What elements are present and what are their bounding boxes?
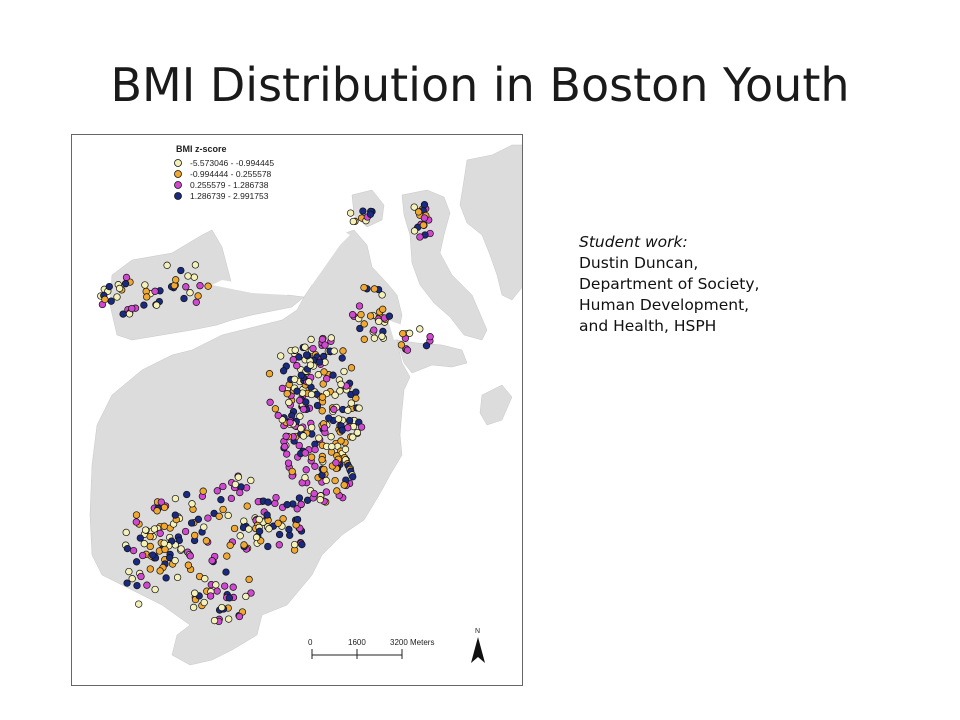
sample-point	[147, 533, 154, 540]
sample-point	[272, 500, 279, 507]
sample-point	[182, 528, 189, 535]
sample-point	[333, 460, 340, 467]
sample-point	[398, 342, 405, 349]
sample-point	[371, 335, 378, 342]
sample-point	[303, 467, 310, 474]
sample-point	[332, 392, 339, 399]
sample-point	[286, 532, 293, 539]
sample-point	[420, 222, 427, 229]
sample-point	[126, 568, 133, 575]
sample-point	[203, 538, 210, 545]
sample-point	[291, 541, 298, 548]
sample-point	[133, 519, 140, 526]
sample-point	[286, 526, 293, 533]
sample-point	[237, 533, 244, 540]
sample-point	[181, 295, 188, 302]
sample-point	[256, 528, 263, 535]
scale-bar	[312, 649, 402, 659]
sample-point	[292, 347, 299, 354]
sample-point	[267, 399, 274, 406]
sample-point	[319, 408, 326, 415]
sample-point	[279, 385, 286, 392]
sample-point	[345, 407, 352, 414]
sample-point	[149, 552, 156, 559]
sample-point	[356, 405, 363, 412]
sample-point	[349, 474, 356, 481]
sample-point	[178, 267, 185, 274]
sample-point	[361, 321, 368, 328]
sample-point	[371, 286, 378, 293]
sample-point	[142, 282, 149, 289]
sample-point	[195, 516, 202, 523]
scale-label-3200: 3200 Meters	[390, 638, 435, 647]
sample-point	[329, 443, 336, 450]
sample-point	[221, 583, 228, 590]
sample-point	[133, 512, 140, 519]
sample-point	[219, 604, 226, 611]
sample-point	[323, 489, 330, 496]
sample-point	[124, 580, 131, 587]
sample-point	[298, 501, 305, 508]
sample-point	[331, 406, 338, 413]
sample-point	[237, 489, 244, 496]
sample-point	[106, 283, 113, 290]
sample-point	[162, 546, 169, 553]
sample-point	[163, 575, 170, 582]
sample-point	[139, 552, 146, 559]
scale-label-1600: 1600	[348, 638, 366, 647]
sample-point	[172, 277, 179, 284]
sample-point	[348, 400, 355, 407]
north-arrow-label: N	[475, 628, 481, 635]
sample-point	[349, 311, 356, 318]
sample-point	[214, 588, 221, 595]
sample-point	[361, 336, 368, 343]
sample-point	[243, 593, 250, 600]
sample-point	[120, 311, 127, 318]
sample-point	[353, 389, 360, 396]
credit-heading: Student work:	[579, 233, 688, 251]
sample-point	[161, 504, 168, 511]
legend-swatch	[175, 193, 182, 200]
sample-point	[421, 215, 428, 222]
map-svg	[72, 135, 523, 686]
sample-point	[423, 342, 430, 349]
sample-point	[232, 481, 239, 488]
sample-point	[225, 512, 232, 519]
sample-point	[286, 399, 293, 406]
sample-point	[122, 280, 129, 287]
sample-point	[157, 530, 164, 537]
sample-point	[322, 342, 329, 349]
sample-point	[411, 228, 418, 235]
sample-point	[316, 359, 323, 366]
sample-point	[248, 477, 255, 484]
sample-point	[319, 456, 326, 463]
sample-point	[197, 282, 204, 289]
sample-point	[135, 601, 142, 608]
sample-point	[192, 262, 199, 269]
sample-point	[133, 559, 140, 566]
map-frame	[71, 134, 523, 686]
sample-point	[172, 557, 179, 564]
sample-point	[356, 303, 363, 310]
legend-swatch	[175, 182, 182, 189]
sample-point	[415, 209, 422, 216]
sample-point	[348, 365, 355, 372]
sample-point	[342, 446, 349, 453]
sample-point	[379, 306, 386, 313]
sample-point	[235, 474, 242, 481]
sample-point	[108, 298, 115, 305]
credit-line-3: Human Development,	[579, 296, 750, 314]
sample-point	[147, 566, 154, 573]
sample-point	[277, 353, 284, 360]
sample-point	[190, 604, 197, 611]
sample-point	[300, 433, 307, 440]
sample-point	[152, 288, 159, 295]
sample-point	[339, 427, 346, 434]
sample-point	[308, 424, 315, 431]
sample-point	[312, 463, 319, 470]
legend-label: 0.255579 - 1.286738	[190, 180, 269, 190]
sample-point	[371, 327, 378, 334]
sample-point	[214, 488, 221, 495]
sample-point	[191, 274, 198, 281]
sample-point	[303, 352, 310, 359]
sample-point	[164, 262, 171, 269]
sample-point	[134, 582, 141, 589]
sample-point	[280, 368, 287, 375]
sample-point	[314, 402, 321, 409]
sample-point	[230, 584, 237, 591]
legend-items	[175, 158, 275, 201]
sample-point	[161, 523, 168, 530]
sample-point	[312, 446, 319, 453]
sample-point	[323, 375, 330, 382]
land-south-boston	[397, 340, 467, 373]
sample-point	[207, 593, 214, 600]
sample-point	[218, 496, 225, 503]
sample-point	[296, 495, 303, 502]
sample-point	[223, 569, 230, 576]
sample-point	[360, 208, 367, 215]
sample-point	[306, 379, 313, 386]
sample-point	[379, 333, 386, 340]
sample-point	[183, 284, 190, 291]
legend-swatch	[175, 171, 182, 178]
sample-point	[266, 526, 273, 533]
sample-point	[273, 494, 280, 501]
land-airport	[460, 145, 523, 300]
sample-point	[283, 433, 290, 440]
sample-point	[224, 553, 231, 560]
sample-point	[347, 210, 354, 217]
sample-point	[275, 520, 282, 527]
sample-point	[200, 488, 207, 495]
sample-point	[298, 425, 305, 432]
sample-point	[205, 515, 212, 522]
sample-point	[144, 582, 151, 589]
sample-point	[114, 294, 121, 301]
map-legend	[175, 144, 275, 201]
sample-point	[334, 488, 341, 495]
credit-line-2: Department of Society,	[579, 275, 760, 293]
sample-point	[211, 617, 218, 624]
land-island	[480, 385, 512, 425]
sample-point	[172, 512, 179, 519]
sample-point	[191, 532, 198, 539]
sample-point	[246, 576, 253, 583]
sample-point	[265, 499, 272, 506]
sample-point	[321, 369, 328, 376]
sample-point	[205, 283, 212, 290]
sample-point	[338, 438, 345, 445]
north-arrow-shape	[471, 637, 485, 663]
sample-point	[213, 582, 220, 589]
sample-point	[283, 451, 290, 458]
sample-point	[241, 542, 248, 549]
sample-point	[157, 568, 164, 575]
sample-point	[338, 381, 345, 388]
sample-point	[276, 531, 283, 538]
sample-point	[142, 527, 149, 534]
sample-point	[291, 376, 298, 383]
sample-point	[289, 468, 296, 475]
sample-point	[253, 534, 260, 541]
sample-point	[141, 540, 148, 547]
sample-point	[308, 336, 315, 343]
sample-point	[330, 372, 337, 379]
legend-swatch	[175, 160, 182, 167]
sample-point	[294, 362, 301, 369]
north-arrow-icon	[471, 628, 485, 663]
sample-point	[231, 525, 238, 532]
sample-point	[284, 390, 291, 397]
slide-title: BMI Distribution in Boston Youth	[110, 58, 850, 112]
sample-point	[191, 590, 198, 597]
sample-point	[281, 443, 288, 450]
sample-point	[187, 553, 194, 560]
sample-point	[350, 218, 357, 225]
sample-point	[272, 406, 279, 413]
sample-point	[290, 356, 297, 363]
sample-point	[367, 313, 374, 320]
sample-point	[137, 535, 144, 542]
sample-point	[225, 616, 232, 623]
sample-point	[299, 541, 306, 548]
sample-point	[358, 424, 365, 431]
sample-point	[188, 520, 195, 527]
sample-point	[284, 501, 291, 508]
sample-point	[246, 526, 253, 533]
sample-point	[129, 305, 136, 312]
sample-point	[308, 391, 315, 398]
sample-point	[236, 613, 243, 620]
sample-point	[265, 543, 272, 550]
sample-point	[302, 474, 309, 481]
sample-point	[302, 344, 309, 351]
sample-point	[201, 524, 208, 531]
sample-point	[307, 362, 314, 369]
sample-point	[266, 370, 273, 377]
sample-point	[130, 547, 137, 554]
sample-point	[319, 394, 326, 401]
sample-point	[244, 503, 251, 510]
sample-point	[220, 483, 227, 490]
sample-point	[310, 345, 317, 352]
sample-point	[285, 460, 292, 467]
sample-point	[226, 595, 233, 602]
sample-point	[298, 372, 305, 379]
sample-point	[276, 542, 283, 549]
sample-point	[193, 299, 200, 306]
sample-point	[174, 574, 181, 581]
credit-block	[579, 232, 879, 337]
sample-point	[325, 415, 332, 422]
legend-label: -5.573046 - -0.994445	[190, 158, 275, 168]
sample-point	[228, 495, 235, 502]
sample-point	[317, 496, 324, 503]
sample-point	[151, 526, 158, 533]
sample-point	[358, 311, 365, 318]
sample-point	[195, 293, 202, 300]
sample-point	[102, 296, 109, 303]
sample-point	[341, 482, 348, 489]
sample-point	[321, 425, 328, 432]
sample-point	[361, 284, 368, 291]
sample-point	[421, 201, 428, 208]
sample-point	[116, 285, 123, 292]
sample-point	[264, 512, 271, 519]
sample-point	[147, 543, 154, 550]
sample-point	[185, 273, 192, 280]
sample-point	[328, 433, 335, 440]
sample-point	[124, 545, 131, 552]
sample-point	[123, 274, 130, 281]
scale-label-0: 0	[308, 638, 313, 647]
legend-label: 1.286739 - 2.991753	[190, 191, 269, 201]
sample-point	[216, 513, 223, 520]
credit-line-4: and Health, HSPH	[579, 317, 717, 335]
sample-point	[300, 406, 307, 413]
sample-point	[296, 397, 303, 404]
sample-point	[294, 516, 301, 523]
sample-point	[328, 335, 335, 342]
sample-point	[331, 348, 338, 355]
sample-point	[143, 294, 150, 301]
sample-point	[302, 450, 309, 457]
sample-point	[152, 586, 159, 593]
sample-point	[185, 562, 192, 569]
sample-point	[341, 368, 348, 375]
sample-point	[294, 388, 301, 395]
sample-point	[321, 466, 328, 473]
sample-point	[427, 333, 434, 340]
sample-point	[138, 573, 145, 580]
sample-point	[141, 302, 148, 309]
sample-point	[303, 399, 310, 406]
sample-point	[311, 490, 318, 497]
sample-point	[123, 529, 130, 536]
sample-point	[220, 506, 227, 513]
legend-title: BMI z-score	[176, 144, 227, 154]
sample-point	[386, 313, 393, 320]
sample-point	[316, 435, 323, 442]
sample-point	[404, 347, 411, 354]
sample-point	[202, 575, 209, 582]
sample-point	[178, 546, 185, 553]
sample-point	[376, 318, 383, 325]
sample-point	[154, 508, 161, 515]
sample-point	[275, 412, 282, 419]
sample-point	[340, 348, 347, 355]
sample-point	[417, 326, 424, 333]
sample-point	[153, 302, 160, 309]
sample-point	[346, 417, 353, 424]
sample-point	[189, 501, 196, 508]
sample-point	[183, 491, 190, 498]
legend-label: -0.994444 - 0.255578	[190, 169, 272, 179]
sample-point	[400, 330, 407, 337]
sample-point	[339, 355, 346, 362]
sample-point	[187, 289, 194, 296]
sample-point	[367, 211, 374, 218]
sample-point	[349, 434, 356, 441]
sample-point	[308, 454, 315, 461]
sample-point	[201, 599, 208, 606]
sample-point	[335, 416, 342, 423]
sample-point	[417, 234, 424, 241]
sample-point	[332, 477, 339, 484]
sample-point	[287, 419, 294, 426]
credit-line-1: Dustin Duncan,	[579, 254, 699, 272]
sample-point	[172, 495, 179, 502]
sample-point	[227, 542, 234, 549]
sample-point	[161, 540, 168, 547]
sample-point	[209, 557, 216, 564]
